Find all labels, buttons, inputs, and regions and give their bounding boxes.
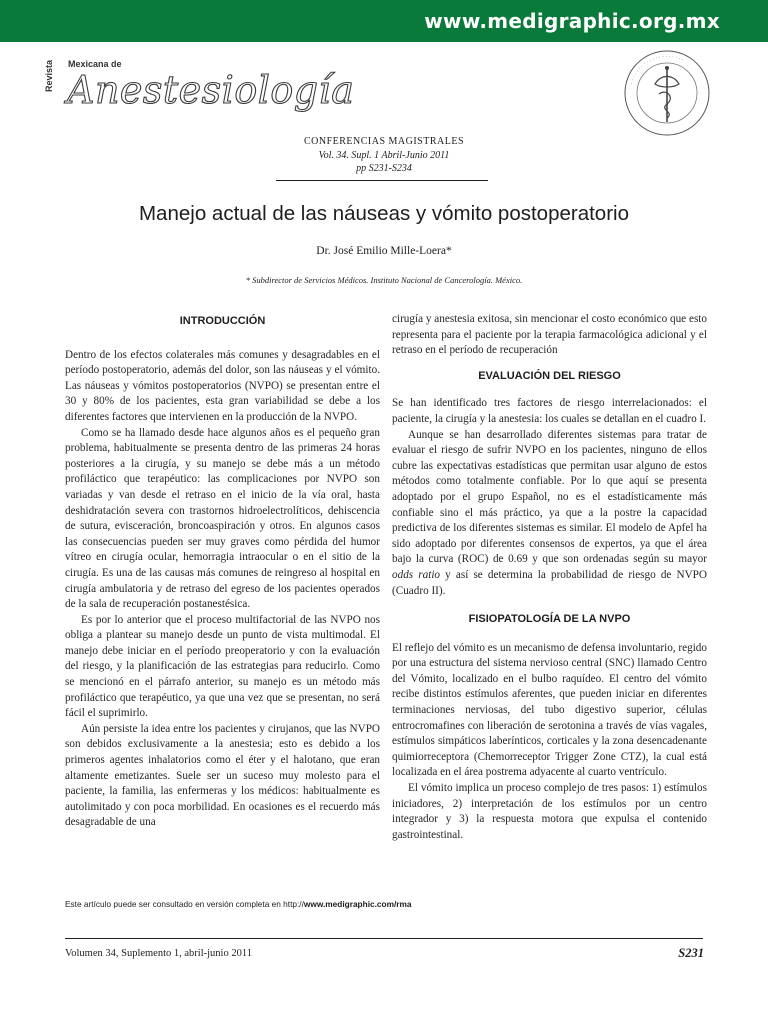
left-column bbox=[65, 314, 380, 831]
paragraph: Aún persiste la idea entre los pacientes y cirujanos, que las NVPO son debidos exclusivamente a la anestesia; esto es debido a los primeros agentes inhalatorios como el éter y el halotano, que eran altamente emetizantes. Suele ser un suceso muy molesto para el paciente, la familia, las enfermeras y los médicos: habitualmente es autolimitado y con poca morbilidad. En ocasiones es el recuerdo más desagradable de una bbox=[65, 722, 380, 829]
full-version-link[interactable]: www.medigraphic.com/rma bbox=[303, 899, 412, 909]
page-range: pp S231-S234 bbox=[356, 163, 412, 174]
site-url-link[interactable]: www.medigraphic.org.mx bbox=[424, 9, 720, 33]
paragraph-text: y así se determina la probabilidad de riesgo de NVPO (Cuadro II). bbox=[392, 568, 707, 597]
journal-logo bbox=[44, 52, 355, 122]
section-heading-introduccion: INTRODUCCIÓN bbox=[179, 315, 266, 327]
site-banner bbox=[0, 0, 768, 42]
paragraph-text: Aunque se han desarrollado diferentes sistemas para tratar de evaluar el riesgo de sufrir NVPO en los pacientes, ninguno de ellos cubre las expectativas estadísticas que permitan usar alguno de estos métodos como totalmente confiable. Por lo que aquí se presenta adoptado por el grupo Español, no es el estadísticamente más confiable sino el más práctico, ya que a la postre la capacidad predictiva de los diferentes sistemas es similar. El modelo de Apfel ha sido adoptado por diferentes consensos de expertos, ya que el área bajo la curva (ROC) de 0.69 y que son ordenadas según su mayor bbox=[392, 428, 707, 566]
article-author: Dr. José Emilio Mille-Loera* bbox=[316, 245, 452, 257]
paragraph: El reflejo del vómito es un mecanismo de defensa involuntario, regido por una estructura del sistema nervioso central (SNC) llamado Centro del Vómito, localizado en el bulbo raquídeo. El centro del vómito recibe distintos estímulos aferentes, que pueden iniciar en diferentes terminaciones nerviosas, del tubo digestivo superior, células entrocromafines con liberación de serotonina a través de vías vagales, estímulos simpáticos laberínticos, corticales y la zona desencadenante quimiorreceptora (Chemorreceptor Trigger Zone CTZ), la cual está localizada en el área postrema adyacente al cuarto ventrículo. bbox=[392, 641, 707, 779]
paragraph bbox=[392, 428, 707, 600]
full-version-note-text: Este artículo puede ser consultado en versión completa en http:// bbox=[65, 899, 304, 909]
svg-text:· · · · · · · · · · · · · · ·: · · · · · · · · · · · · · · · · · · · · bbox=[629, 53, 685, 85]
volume-info: Vol. 34. Supl. 1 Abril-Junio 2011 bbox=[318, 150, 450, 161]
odds-ratio-term: odds ratio bbox=[392, 568, 441, 581]
conference-series: CONFERENCIAS MAGISTRALES bbox=[303, 136, 465, 147]
paragraph: El vómito implica un proceso complejo de tres pasos: 1) estímulos iniciadores, 2) interpretación de los estímulos por un centro integrador y 3) la respuesta motora que expulsa el contenido gastrointestinal. bbox=[392, 782, 707, 841]
footer-divider bbox=[65, 938, 703, 939]
journal-logo-revista: Revista bbox=[44, 59, 54, 92]
footer-volume: Volumen 34, Suplemento 1, abril-junio 2011 bbox=[65, 948, 252, 959]
page-number: S231 bbox=[678, 946, 704, 960]
article-title: Manejo actual de las náuseas y vómito postoperatorio bbox=[138, 202, 629, 225]
paragraph: cirugía y anestesia exitosa, sin mencionar el costo económico que esto representa para el paciente por la terapia farmacológica adicional y el retraso en el período de recuperación bbox=[392, 313, 707, 357]
paragraph: Es por lo anterior que el proceso multifactorial de las NVPO nos obliga a plantear su manejo desde un punto de vista multimodal. El manejo debe iniciar en el período preoperatorio y con la evaluación del riesgo, y la planificación de las estrategias para reducirlo. Como se mencionó en el párrafo anterior, su manejo es un método más profiláctico que terapéutico, ya que una vez que se presentan, no será fácil el suprimirlo. bbox=[65, 613, 380, 720]
journal-logo-mexicana: Mexicana de bbox=[68, 59, 122, 69]
right-column bbox=[392, 312, 707, 843]
header-divider bbox=[276, 180, 488, 181]
section-heading-fisiopatologia: FISIOPATOLOGÍA DE LA NVPO bbox=[468, 613, 631, 626]
paragraph: Se han identificado tres factores de riesgo interrelacionados: el paciente, la cirugía y la anestesia: los cuales se detallan en el cuadro I. bbox=[392, 397, 707, 425]
section-heading-evaluacion: EVALUACIÓN DEL RIESGO bbox=[478, 369, 621, 382]
author-affiliation: * Subdirector de Servicios Médicos. Instituto Nacional de Cancerología. México. bbox=[245, 275, 523, 285]
society-seal-icon bbox=[622, 48, 712, 138]
paragraph: Como se ha llamado desde hace algunos años es el pequeño gran problema, habitualmente se presenta dentro de las primeras 24 horas posteriores a la cirugía, y su manejo se debe más a un método profiláctico que terapéutico: las complicaciones por NVPO son variadas y van desde el retraso en el inicio de la vía oral, hasta deshidratación severa con trastornos hidroelectrolíticos, dehiscencia de sutura, evisceración, broncoaspiración y otros. En algunos casos las consecuencias pueden ser muy graves como pérdida del humor vítreo en cirugía ocular, hemorragia intraocular o en el sitio de la cirugía. Es una de las causas más comunes de reingreso al hospital en cirugía ambulatoria y de retraso del egreso de los pacientes operados de la sala de recuperación postanestésica. bbox=[65, 426, 380, 611]
journal-logo-name: Anestesiología bbox=[67, 68, 355, 112]
paragraph: Dentro de los efectos colaterales más comunes y desagradables en el período postoperatorio, además del dolor, son las náuseas y el vómito. Las náuseas y vómitos postoperatorios (NVPO) se presentan entre el 30 y 80% de los pacientes, esta gran variabilidad se debe a los diferentes factores que intervienen en la producción de la NVPO. bbox=[65, 348, 380, 423]
full-version-note bbox=[65, 899, 412, 909]
